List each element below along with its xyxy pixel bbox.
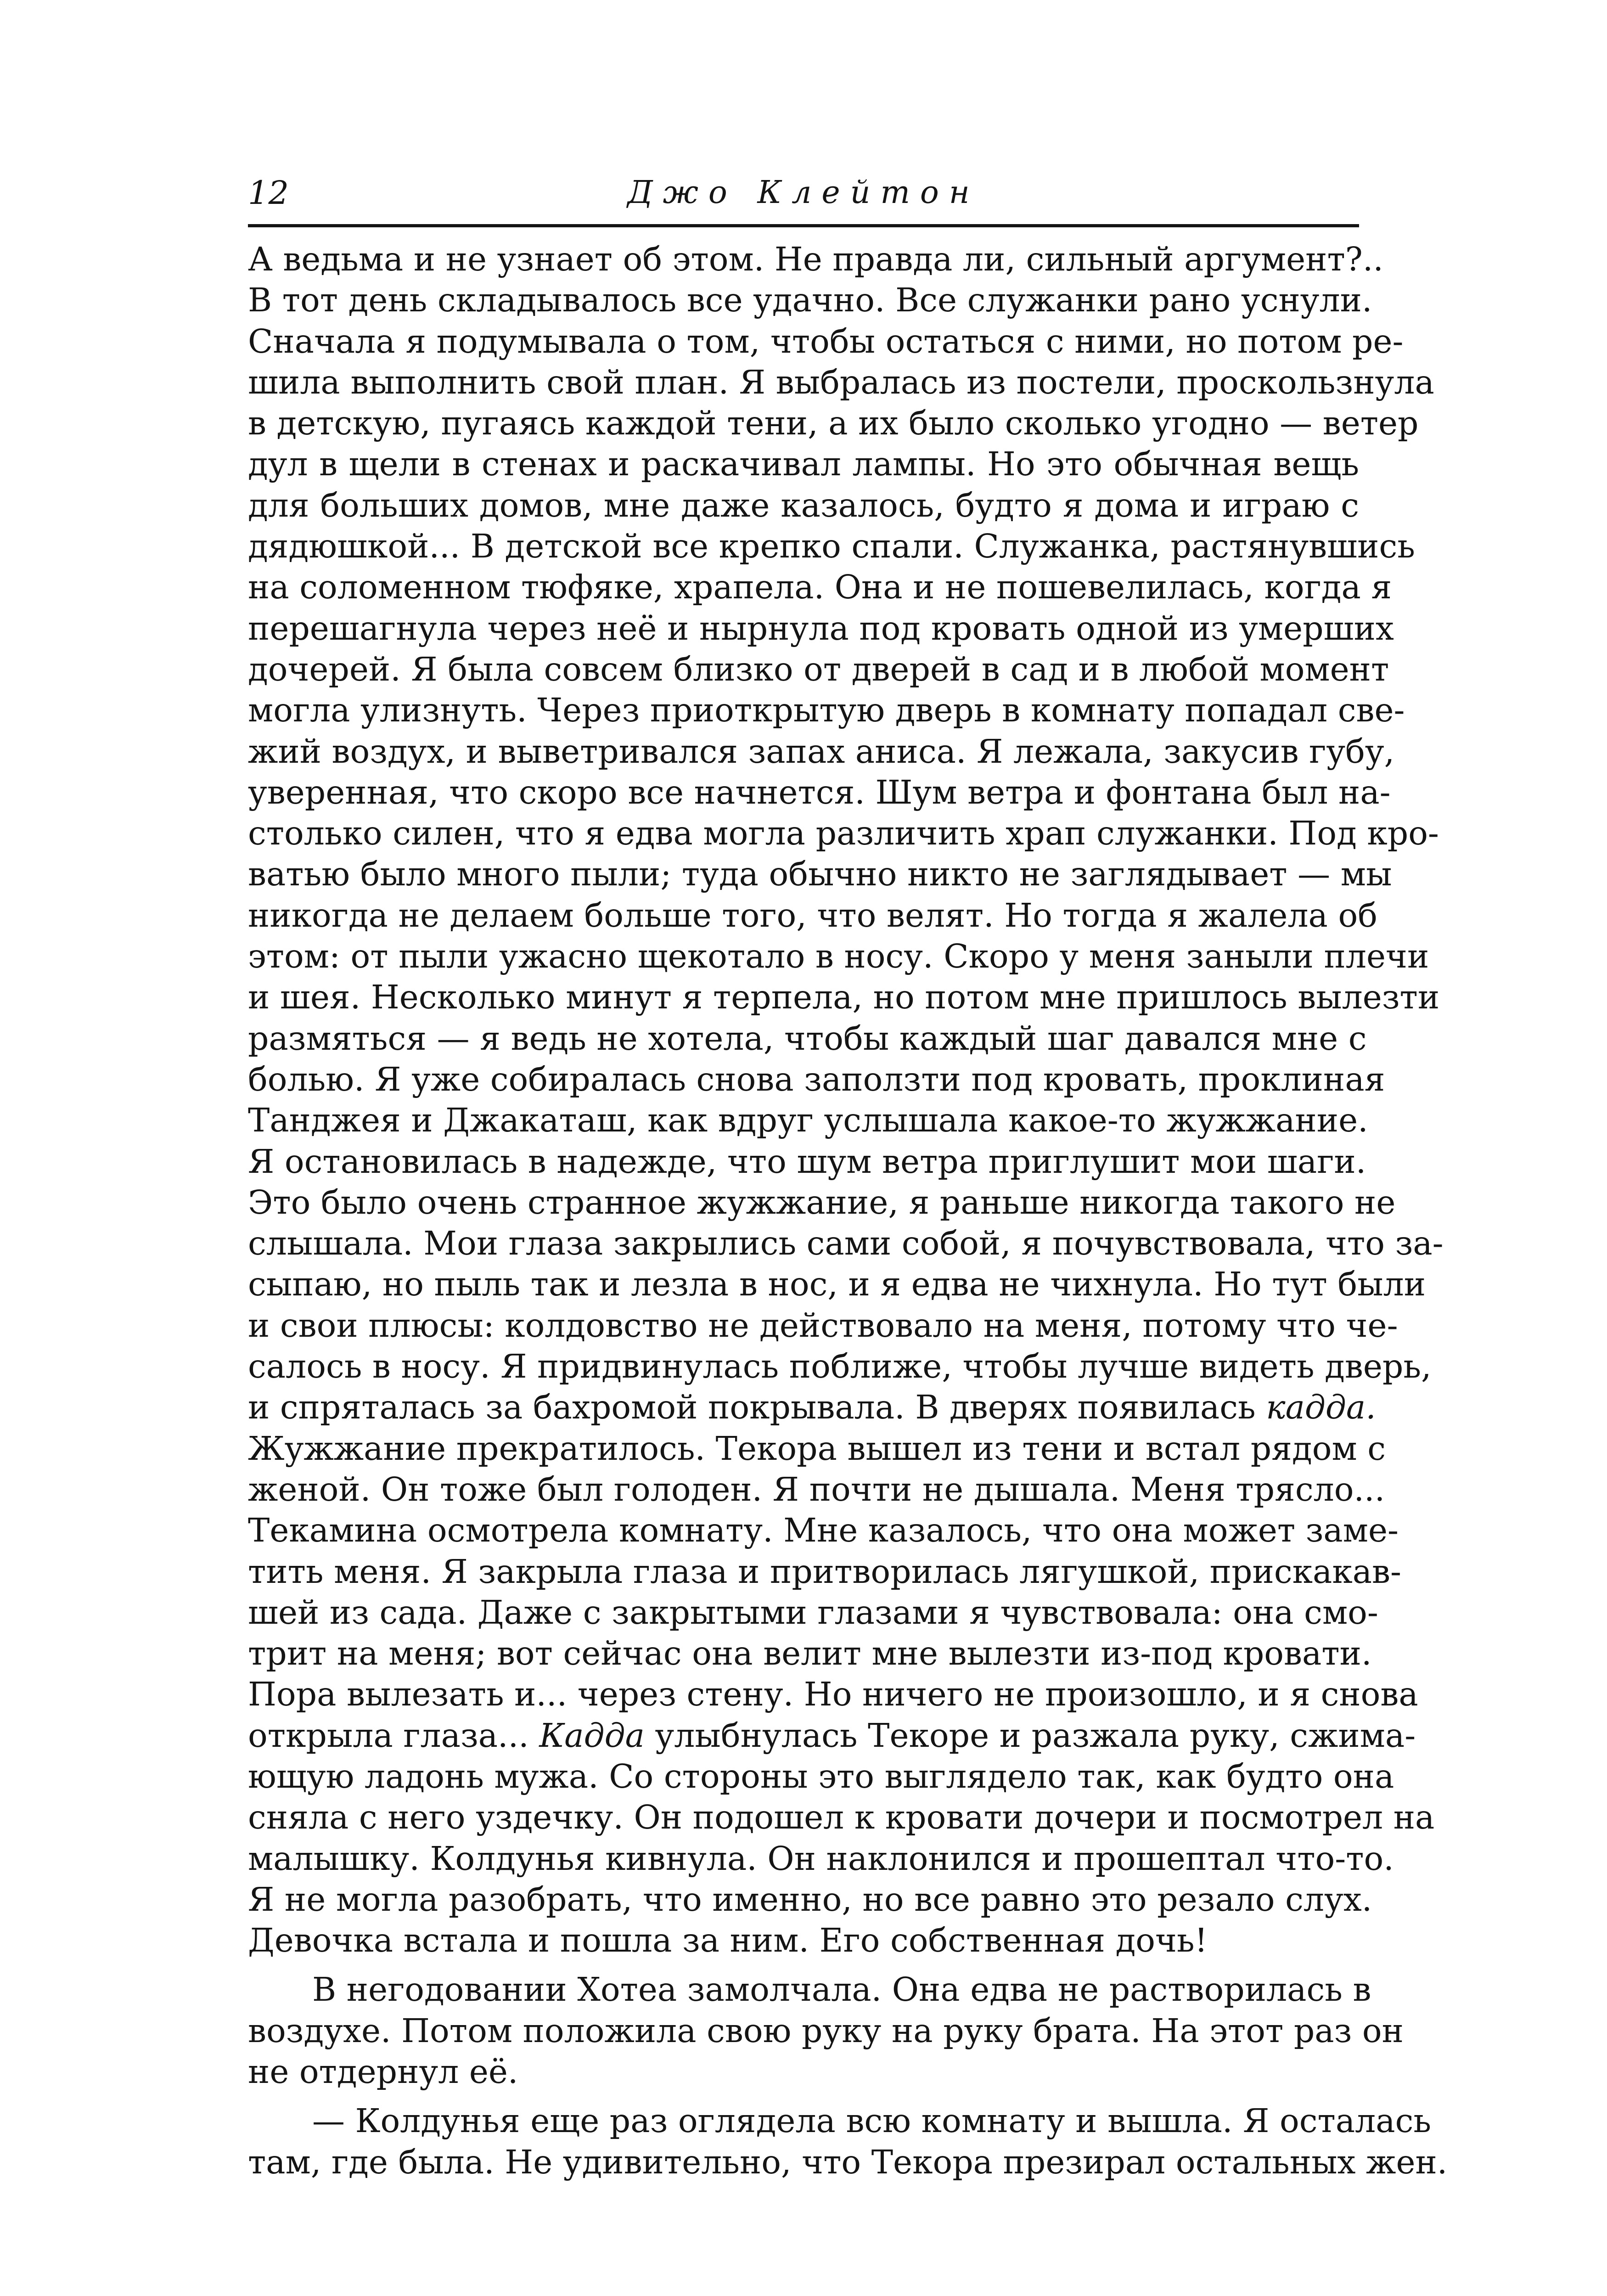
text-line: жий воздух, и выветривался запах аниса. Я лежала, закусив губу, — [248, 732, 1395, 771]
text-line: слышала. Мои глаза закрылись сами собой, я почувствовала, что за- — [248, 1224, 1444, 1263]
text-line: — Колдунья еще раз оглядела всю комнату и вышла. Я осталась — [312, 2102, 1432, 2140]
text-segment: открыла глаза... — [248, 1716, 539, 1755]
text-line: для больших домов, мне даже казалось, будто я дома и играю с — [248, 486, 1359, 524]
text-line: в детскую, пугаясь каждой тени, а их было сколько угодно — ветер — [248, 404, 1419, 443]
running-head: Джо Клейтон — [627, 174, 980, 211]
header-rule — [248, 224, 1359, 227]
text-line — [248, 1387, 1376, 1428]
text-line: не отдернул её. — [248, 2053, 518, 2091]
text-line: Сначала я подумывала о том, чтобы остаться с ними, но потом ре- — [248, 322, 1404, 360]
text-line: этом: от пыли ужасно щекотало в носу. Скоро у меня заныли плечи — [248, 937, 1429, 976]
text-line: могла улизнуть. Через приоткрытую дверь в комнату попадал све- — [248, 691, 1405, 730]
text-line: и шея. Несколько минут я терпела, но потом мне пришлось вылезти — [248, 978, 1440, 1017]
text-line: болью. Я уже собиралась снова заползти под кровать, проклиная — [248, 1060, 1385, 1098]
text-line: и свои плюсы: колдовство не действовало на меня, потому что че- — [248, 1306, 1398, 1345]
paragraph-gap — [248, 1961, 1359, 1969]
text-line: А ведьма и не узнает об этом. Не правда ли, сильный аргумент?.. — [248, 240, 1383, 278]
text-line: там, где была. Не удивительно, что Текора презирал остальных жен. — [248, 2143, 1448, 2181]
text-line: ватью было много пыли; туда обычно никто не заглядывает — мы — [248, 855, 1392, 894]
text-line: уверенная, что скоро все начнется. Шум ветра и фонтана был на- — [248, 773, 1391, 811]
text-line: Девочка встала и пошла за ним. Его собственная дочь! — [248, 1921, 1208, 1960]
text-line: Я остановилась в надежде, что шум ветра приглушит мои шаги. — [248, 1142, 1366, 1181]
text-segment: и спряталась за бахромой покрывала. В дверях появилась — [248, 1388, 1266, 1427]
body-text — [248, 239, 1448, 2183]
text-line: Текамина осмотрела комнату. Мне казалось, что она может заме- — [248, 1511, 1399, 1550]
text-line: Пора вылезать и... через стену. Но ничего не произошло, и я снова — [248, 1675, 1418, 1714]
text-line: никогда не делаем больше того, что велят. Но тогда я жалела об — [248, 896, 1377, 934]
italic-word: Кадда — [539, 1716, 645, 1755]
text-line — [248, 1715, 1416, 1756]
text-line: дядюшкой... В детской все крепко спали. Служанка, растянувшись — [248, 527, 1415, 566]
text-line: женой. Он тоже был голоден. Я почти не дышала. Меня трясло... — [248, 1470, 1385, 1508]
text-line: тить меня. Я закрыла глаза и притворилась лягушкой, прискакав- — [248, 1552, 1402, 1591]
text-line: малышку. Колдунья кивнула. Он наклонился и прошептал что-то. — [248, 1839, 1394, 1878]
text-line: столько силен, что я едва могла различить храп служанки. Под кро- — [248, 814, 1439, 853]
text-line: трит на меня; вот сейчас она велит мне вылезти из-под кровати. — [248, 1634, 1372, 1673]
text-line: В тот день складывалось все удачно. Все служанки рано уснули. — [248, 281, 1372, 320]
text-line: шей из сада. Даже с закрытыми глазами я чувствовала: она смо- — [248, 1593, 1378, 1632]
text-line: перешагнула через неё и нырнула под кровать одной из умерших — [248, 609, 1394, 647]
text-line: дочерей. Я была совсем близко от дверей в сад и в любой момент — [248, 650, 1389, 688]
page-header — [248, 170, 1359, 220]
text-line: ющую ладонь мужа. Со стороны это выглядело так, как будто она — [248, 1757, 1394, 1795]
text-line: шила выполнить свой план. Я выбралась из постели, проскользнула — [248, 363, 1434, 401]
text-line: Я не могла разобрать, что именно, но все равно это резало слух. — [248, 1880, 1372, 1919]
text-line: сыпаю, но пыль так и лезла в нос, и я едва не чихнула. Но тут были — [248, 1265, 1426, 1304]
text-line: размяться — я ведь не хотела, чтобы каждый шаг давался мне с — [248, 1019, 1367, 1058]
italic-word: кадда. — [1266, 1388, 1376, 1427]
paragraph-gap — [248, 2092, 1359, 2100]
text-line: сняла с него уздечку. Он подошел к кровати дочери и посмотрел на — [248, 1798, 1435, 1837]
text-line: Это было очень странное жужжание, я раньше никогда такого не — [248, 1183, 1396, 1221]
text-line: В негодовании Хотеа замолчала. Она едва не растворилась в — [312, 1970, 1371, 2009]
text-line: на соломенном тюфяке, храпела. Она и не пошевелилась, когда я — [248, 568, 1392, 607]
text-line: салось в носу. Я придвинулась поближе, чтобы лучше видеть дверь, — [248, 1347, 1432, 1386]
text-line: дул в щели в стенах и раскачивал лампы. Но это обычная вещь — [248, 445, 1359, 484]
page-number: 12 — [248, 174, 289, 212]
text-line: воздухе. Потом положила свою руку на руку брата. На этот раз он — [248, 2011, 1404, 2050]
text-line: Жужжание прекратилось. Текора вышел из тени и встал рядом с — [248, 1429, 1386, 1468]
text-line: Танджея и Джакаташ, как вдруг услышала какое-то жужжание. — [248, 1101, 1368, 1140]
text-segment: улыбнулась Текоре и разжала руку, сжима- — [644, 1716, 1416, 1755]
